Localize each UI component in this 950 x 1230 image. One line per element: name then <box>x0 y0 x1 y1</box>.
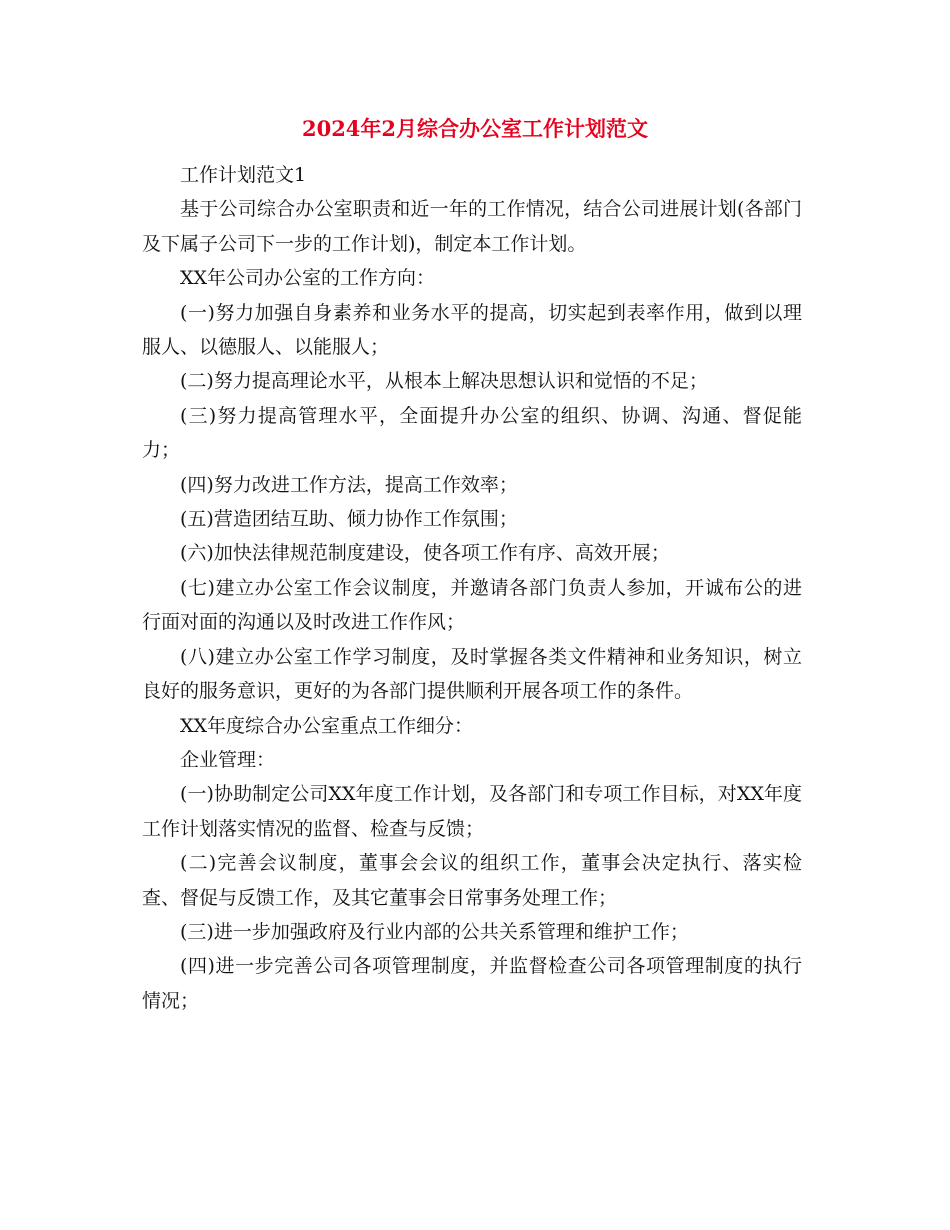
paragraph-direction-3: (三)努力提高管理水平，全面提升办公室的组织、协调、沟通、督促能力； <box>142 404 802 462</box>
paragraph-section-direction: XX年公司办公室的工作方向： <box>180 267 436 290</box>
paragraph-direction-8: (八)建立办公室工作学习制度，及时掌握各类文件精神和业务知识，树立良好的服务意识，更好的为各部门提供顺利开展各项工作的条件。 <box>142 645 802 703</box>
paragraph-direction-5: (五)营造团结互助、倾力协作工作氛围； <box>180 508 518 531</box>
document-title: 2024年2月综合办公室工作计划范文 <box>301 116 649 141</box>
paragraph-intro: 基于公司综合办公室职责和近一年的工作情况，结合公司进展计划(各部门及下属子公司下一步的工作计划)，制定本工作计划。 <box>142 198 802 255</box>
paragraph-direction-2: (二)努力提高理论水平，从根本上解决思想认识和觉悟的不足； <box>180 370 708 393</box>
document-body <box>142 158 802 1018</box>
paragraph-direction-7: (七)建立办公室工作会议制度，并邀请各部门负责人参加，开诚布公的进行面对面的沟通以及时改进工作作风； <box>142 576 802 634</box>
paragraph-subsection-management: 企业管理： <box>180 748 276 771</box>
paragraph-management-3: (三)进一步加强政府及行业内部的公共关系管理和维护工作； <box>180 920 689 943</box>
paragraph-management-2: (二)完善会议制度，董事会会议的组织工作，董事会决定执行、落实检查、督促与反馈工作，及其它董事会日常事务处理工作； <box>142 852 802 909</box>
paragraph-management-1: (一)协助制定公司XX年度工作计划，及各部门和专项工作目标，对XX年度工作计划落实情况的监督、检查与反馈； <box>142 783 802 840</box>
paragraph-heading-plan-1: 工作计划范文1 <box>180 164 307 186</box>
paragraph-section-key-work: XX年度综合办公室重点工作细分： <box>180 714 474 737</box>
paragraph-management-4: (四)进一步完善公司各项管理制度，并监督检查公司各项管理制度的执行情况； <box>142 955 802 1012</box>
paragraph-direction-4: (四)努力改进工作方法，提高工作效率； <box>180 473 518 496</box>
paragraph-direction-1: (一)努力加强自身素养和业务水平的提高，切实起到表率作用，做到以理服人、以德服人、以能服人； <box>142 301 802 359</box>
paragraph-direction-6: (六)加快法律规范制度建设，使各项工作有序、高效开展； <box>180 542 670 565</box>
